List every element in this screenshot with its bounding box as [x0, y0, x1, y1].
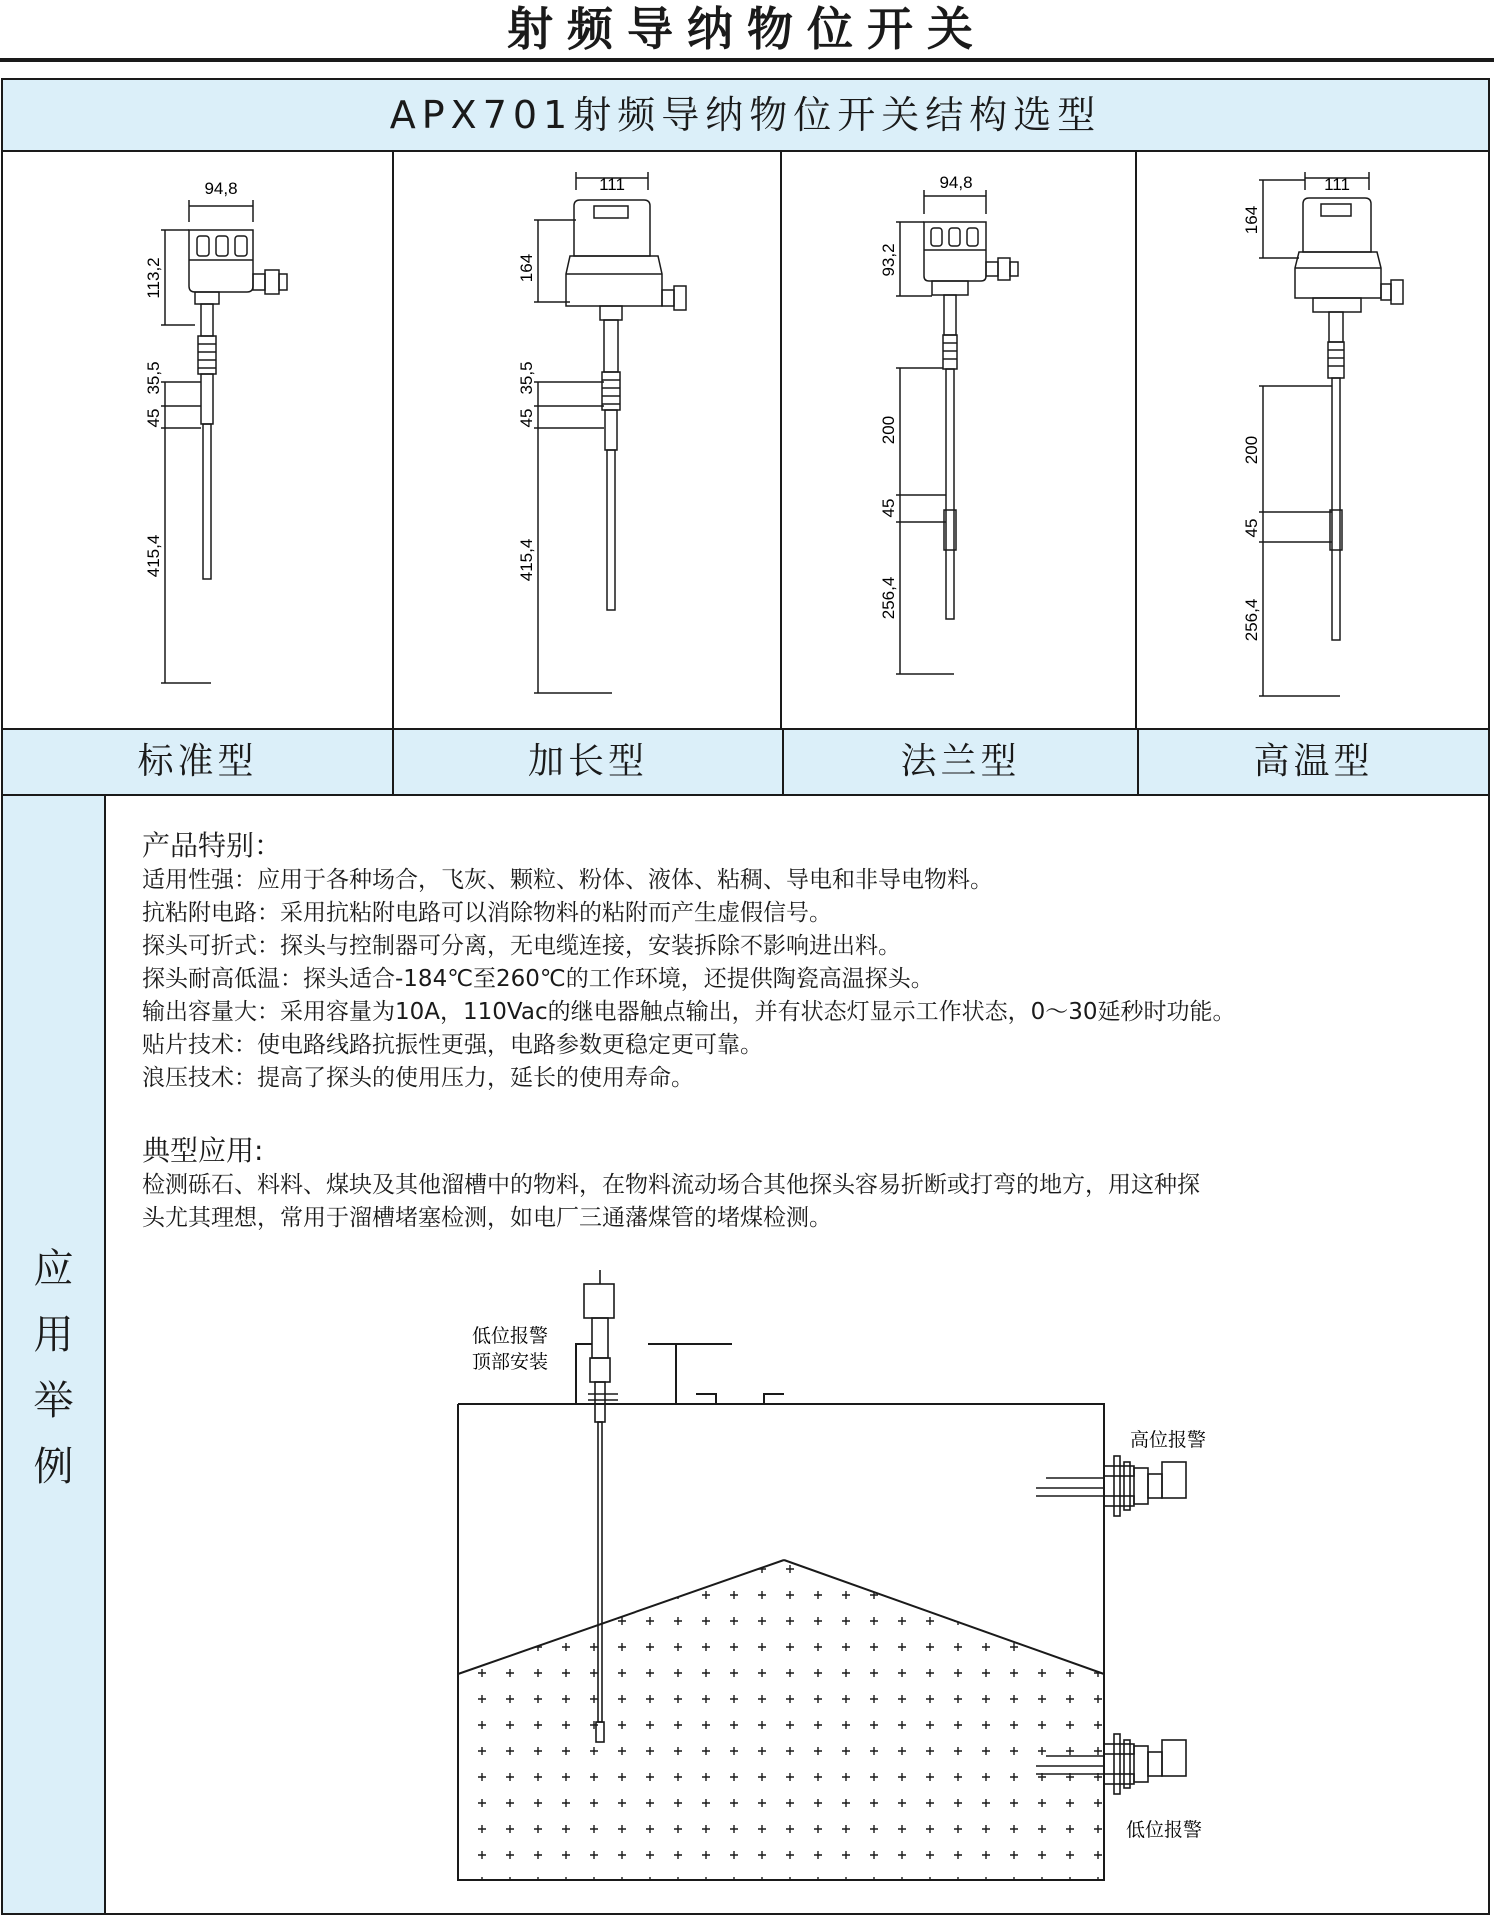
top-mount-label-1: 低位报警	[472, 1326, 549, 1347]
feature-line: 输出容量大：采用容量为10A，110Vac的继电器触点输出，并有状态灯显示工作状态，0～30延秒时功能。	[142, 999, 1236, 1025]
feature-line: 抗粘附电路：采用抗粘附电路可以消除物料的粘附而产生虚假信号。	[142, 900, 832, 926]
dim-head: 164	[1242, 205, 1261, 235]
flange-drawing	[782, 150, 1135, 728]
extended-drawing	[394, 150, 780, 728]
title-rule	[0, 58, 1494, 62]
model-label-extended: 加长型	[392, 728, 784, 796]
side-char: 例	[33, 1444, 74, 1490]
dim-head: 93,2	[879, 243, 898, 277]
material-pile	[458, 1560, 1104, 1880]
dim-width: 94,8	[939, 173, 973, 192]
dim-neck: 45	[517, 408, 536, 428]
features-heading: 产品特别：	[142, 829, 283, 862]
model-drawing-extended	[394, 150, 782, 730]
dim-head: 164	[517, 253, 536, 283]
side-label-panel	[1, 794, 106, 1915]
high-temp-drawing	[1137, 150, 1488, 728]
side-char: 用	[33, 1312, 74, 1358]
dim-width: 94,8	[204, 179, 238, 198]
side-label	[3, 1236, 104, 1500]
high-alarm-label: 高位报警	[1130, 1430, 1207, 1451]
dim-neck: 45	[879, 498, 898, 518]
applications-heading: 典型应用:	[142, 1134, 264, 1167]
dim-head: 113,2	[144, 257, 163, 299]
model-drawing-standard	[1, 150, 394, 730]
dim-rod: 200	[879, 415, 898, 445]
model-label-flange: 法兰型	[782, 728, 1139, 796]
content-area	[142, 828, 1472, 1235]
model-label-high-temp: 高温型	[1137, 728, 1490, 796]
dim-probe: 256,4	[1242, 598, 1261, 642]
standard-drawing	[1, 150, 392, 728]
dim-thread: 35,5	[144, 361, 163, 395]
side-char: 举	[33, 1378, 74, 1424]
top-mount-label-2: 顶部安装	[472, 1352, 549, 1373]
model-drawing-flange	[782, 150, 1137, 730]
feature-line: 浪压技术：提高了探头的使用压力，延长的使用寿命。	[142, 1065, 694, 1091]
page-title: 射频导纳物位开关	[507, 2, 987, 56]
dim-neck: 45	[1242, 518, 1261, 538]
dim-thread: 35,5	[517, 361, 536, 395]
model-drawing-high-temp	[1137, 150, 1490, 730]
dim-neck: 45	[144, 408, 163, 428]
feature-line: 适用性强：应用于各种场合，飞灰、颗粒、粉体、液体、粘稠、导电和非导电物料。	[142, 867, 993, 893]
side-char: 应	[33, 1246, 74, 1292]
model-label-standard: 标准型	[1, 728, 394, 796]
application-line: 头尤其理想，常用于溜槽堵塞检测，如电厂三通藩煤管的堵煤检测。	[142, 1205, 832, 1231]
feature-line: 探头耐高低温：探头适合-184℃至260℃的工作环境，还提供陶瓷高温探头。	[142, 966, 934, 992]
feature-line: 贴片技术：使电路线路抗振性更强，电路参数更稳定更可靠。	[142, 1032, 763, 1058]
dim-probe: 256,4	[879, 576, 898, 620]
dim-probe: 415,4	[144, 534, 163, 578]
section-title: APX701射频导纳物位开关结构选型	[1, 78, 1490, 152]
low-alarm-label: 低位报警	[1126, 1820, 1203, 1841]
feature-line: 探头可折式：探头与控制器可分离，无电缆连接，安装拆除不影响进出料。	[142, 933, 901, 959]
application-diagram	[440, 1270, 1240, 1910]
dim-rod: 200	[1242, 435, 1261, 465]
dim-probe: 415,4	[517, 538, 536, 582]
application-line: 检测砾石、料料、煤块及其他溜槽中的物料，在物料流动场合其他探头容易折断或打弯的地方，用这种探	[142, 1172, 1200, 1198]
dim-width: 111	[1324, 175, 1350, 194]
dim-width: 111	[599, 175, 625, 194]
